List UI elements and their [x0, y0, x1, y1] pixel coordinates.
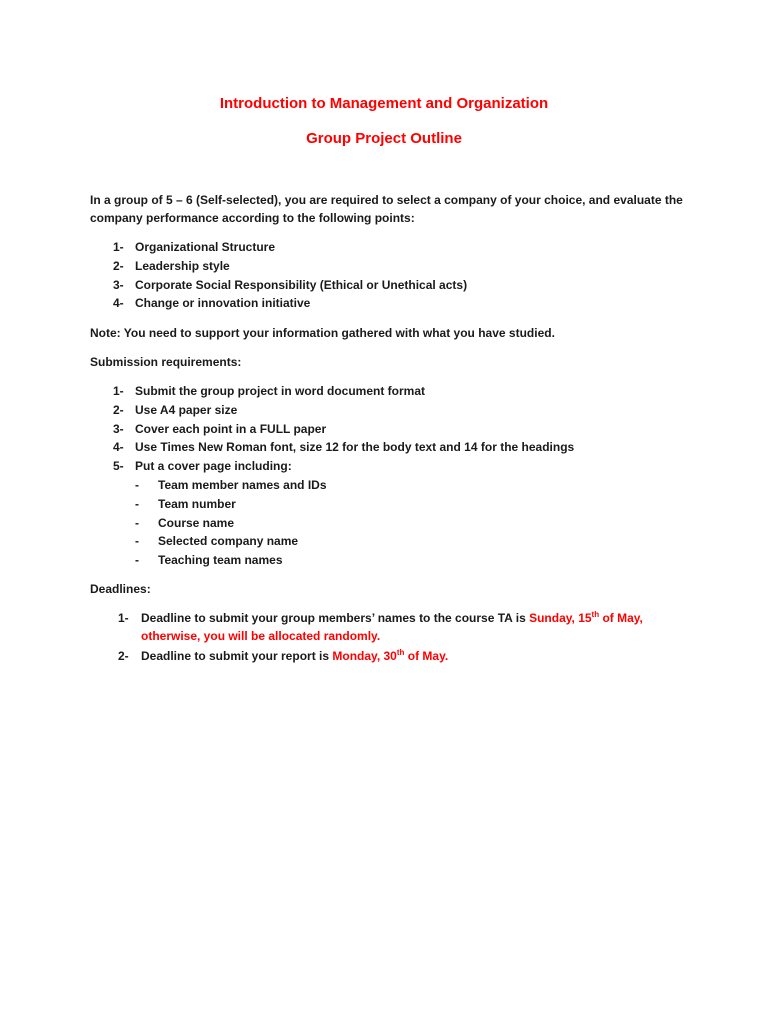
ordinal-suffix: th	[591, 610, 600, 619]
list-item-number: 4-	[113, 296, 124, 311]
list-item-text: Put a cover page including:	[135, 459, 292, 474]
sublist-item-text: Selected company name	[158, 534, 299, 549]
list-item-number: 2-	[113, 402, 124, 417]
list-item-number: 5-	[113, 459, 124, 474]
list-item	[0, 420, 768, 439]
sublist-item	[0, 514, 768, 533]
sublist-dash: -	[135, 515, 139, 530]
note-paragraph: Note: You need to support your information gathered with what you have studied.	[90, 326, 555, 340]
sublist-item-text: Team number	[158, 496, 236, 511]
deadline-number: 2-	[118, 649, 129, 663]
sublist-dash: -	[135, 478, 139, 492]
sublist-item-text: Course name	[158, 515, 235, 530]
sublist-dash: -	[135, 553, 139, 568]
cover-page-items-list	[0, 476, 768, 570]
list-item-number: 4-	[113, 440, 124, 455]
deadline-date	[332, 649, 448, 663]
list-item-number: 1-	[113, 384, 124, 398]
list-item	[0, 438, 768, 457]
ordinal-suffix: th	[396, 648, 405, 657]
list-item	[0, 401, 768, 420]
intro-paragraph: In a group of 5 – 6 (Self-selected), you are required to select a company of your choice, and evaluate the company performance according to the following points:	[90, 193, 683, 225]
sublist-item	[0, 551, 768, 570]
list-item	[0, 382, 768, 401]
list-item-text: Use Times New Roman font, size 12 for the body text and 14 for the headings	[135, 440, 575, 455]
list-item-text: Change or innovation initiative	[135, 296, 311, 311]
sublist-item-text: Teaching team names	[158, 553, 283, 568]
deadline-date-day: Monday, 30	[332, 649, 397, 663]
deadline-date-rest: of May.	[404, 649, 449, 663]
list-item-number: 2-	[113, 258, 124, 273]
list-item-number: 1-	[113, 240, 124, 254]
evaluation-points-list	[0, 238, 768, 313]
submission-requirements-list	[0, 382, 768, 476]
deadline-text	[141, 609, 681, 645]
sublist-dash: -	[135, 496, 139, 511]
deadline-description: Deadline to submit your report is	[141, 649, 333, 663]
list-item-text: Use A4 paper size	[135, 402, 238, 417]
submission-heading: Submission requirements:	[90, 355, 242, 369]
list-item-text: Leadership style	[135, 258, 230, 273]
list-item-text: Organizational Structure	[135, 240, 276, 254]
sublist-item	[0, 495, 768, 514]
deadline-date-day: Sunday, 15	[529, 611, 592, 625]
list-item	[0, 257, 768, 276]
sublist-dash: -	[135, 534, 139, 549]
document-title: Introduction to Management and Organization	[219, 95, 549, 112]
list-item-text: Corporate Social Responsibility (Ethical or Unethical acts)	[135, 277, 468, 292]
list-item	[0, 238, 768, 257]
sublist-item	[0, 532, 768, 551]
list-item	[0, 457, 768, 476]
list-item	[0, 294, 768, 313]
sublist-item-text: Team member names and IDs	[158, 478, 327, 492]
list-item-number: 3-	[113, 277, 124, 292]
deadline-text	[141, 647, 681, 665]
list-item-text: Cover each point in a FULL paper	[135, 421, 327, 436]
list-item-number: 3-	[113, 421, 124, 436]
deadlines-heading: Deadlines:	[90, 582, 151, 596]
sublist-item	[0, 476, 768, 495]
deadline-date-rest: of May, otherwise, you will be allocated randomly.	[141, 611, 643, 643]
document-subtitle: Group Project Outline	[306, 130, 462, 147]
deadline-number: 1-	[118, 611, 129, 625]
deadline-description: Deadline to submit your group members’ names to the course TA is	[141, 611, 530, 625]
list-item	[0, 276, 768, 295]
list-item-text: Submit the group project in word document format	[135, 384, 425, 398]
